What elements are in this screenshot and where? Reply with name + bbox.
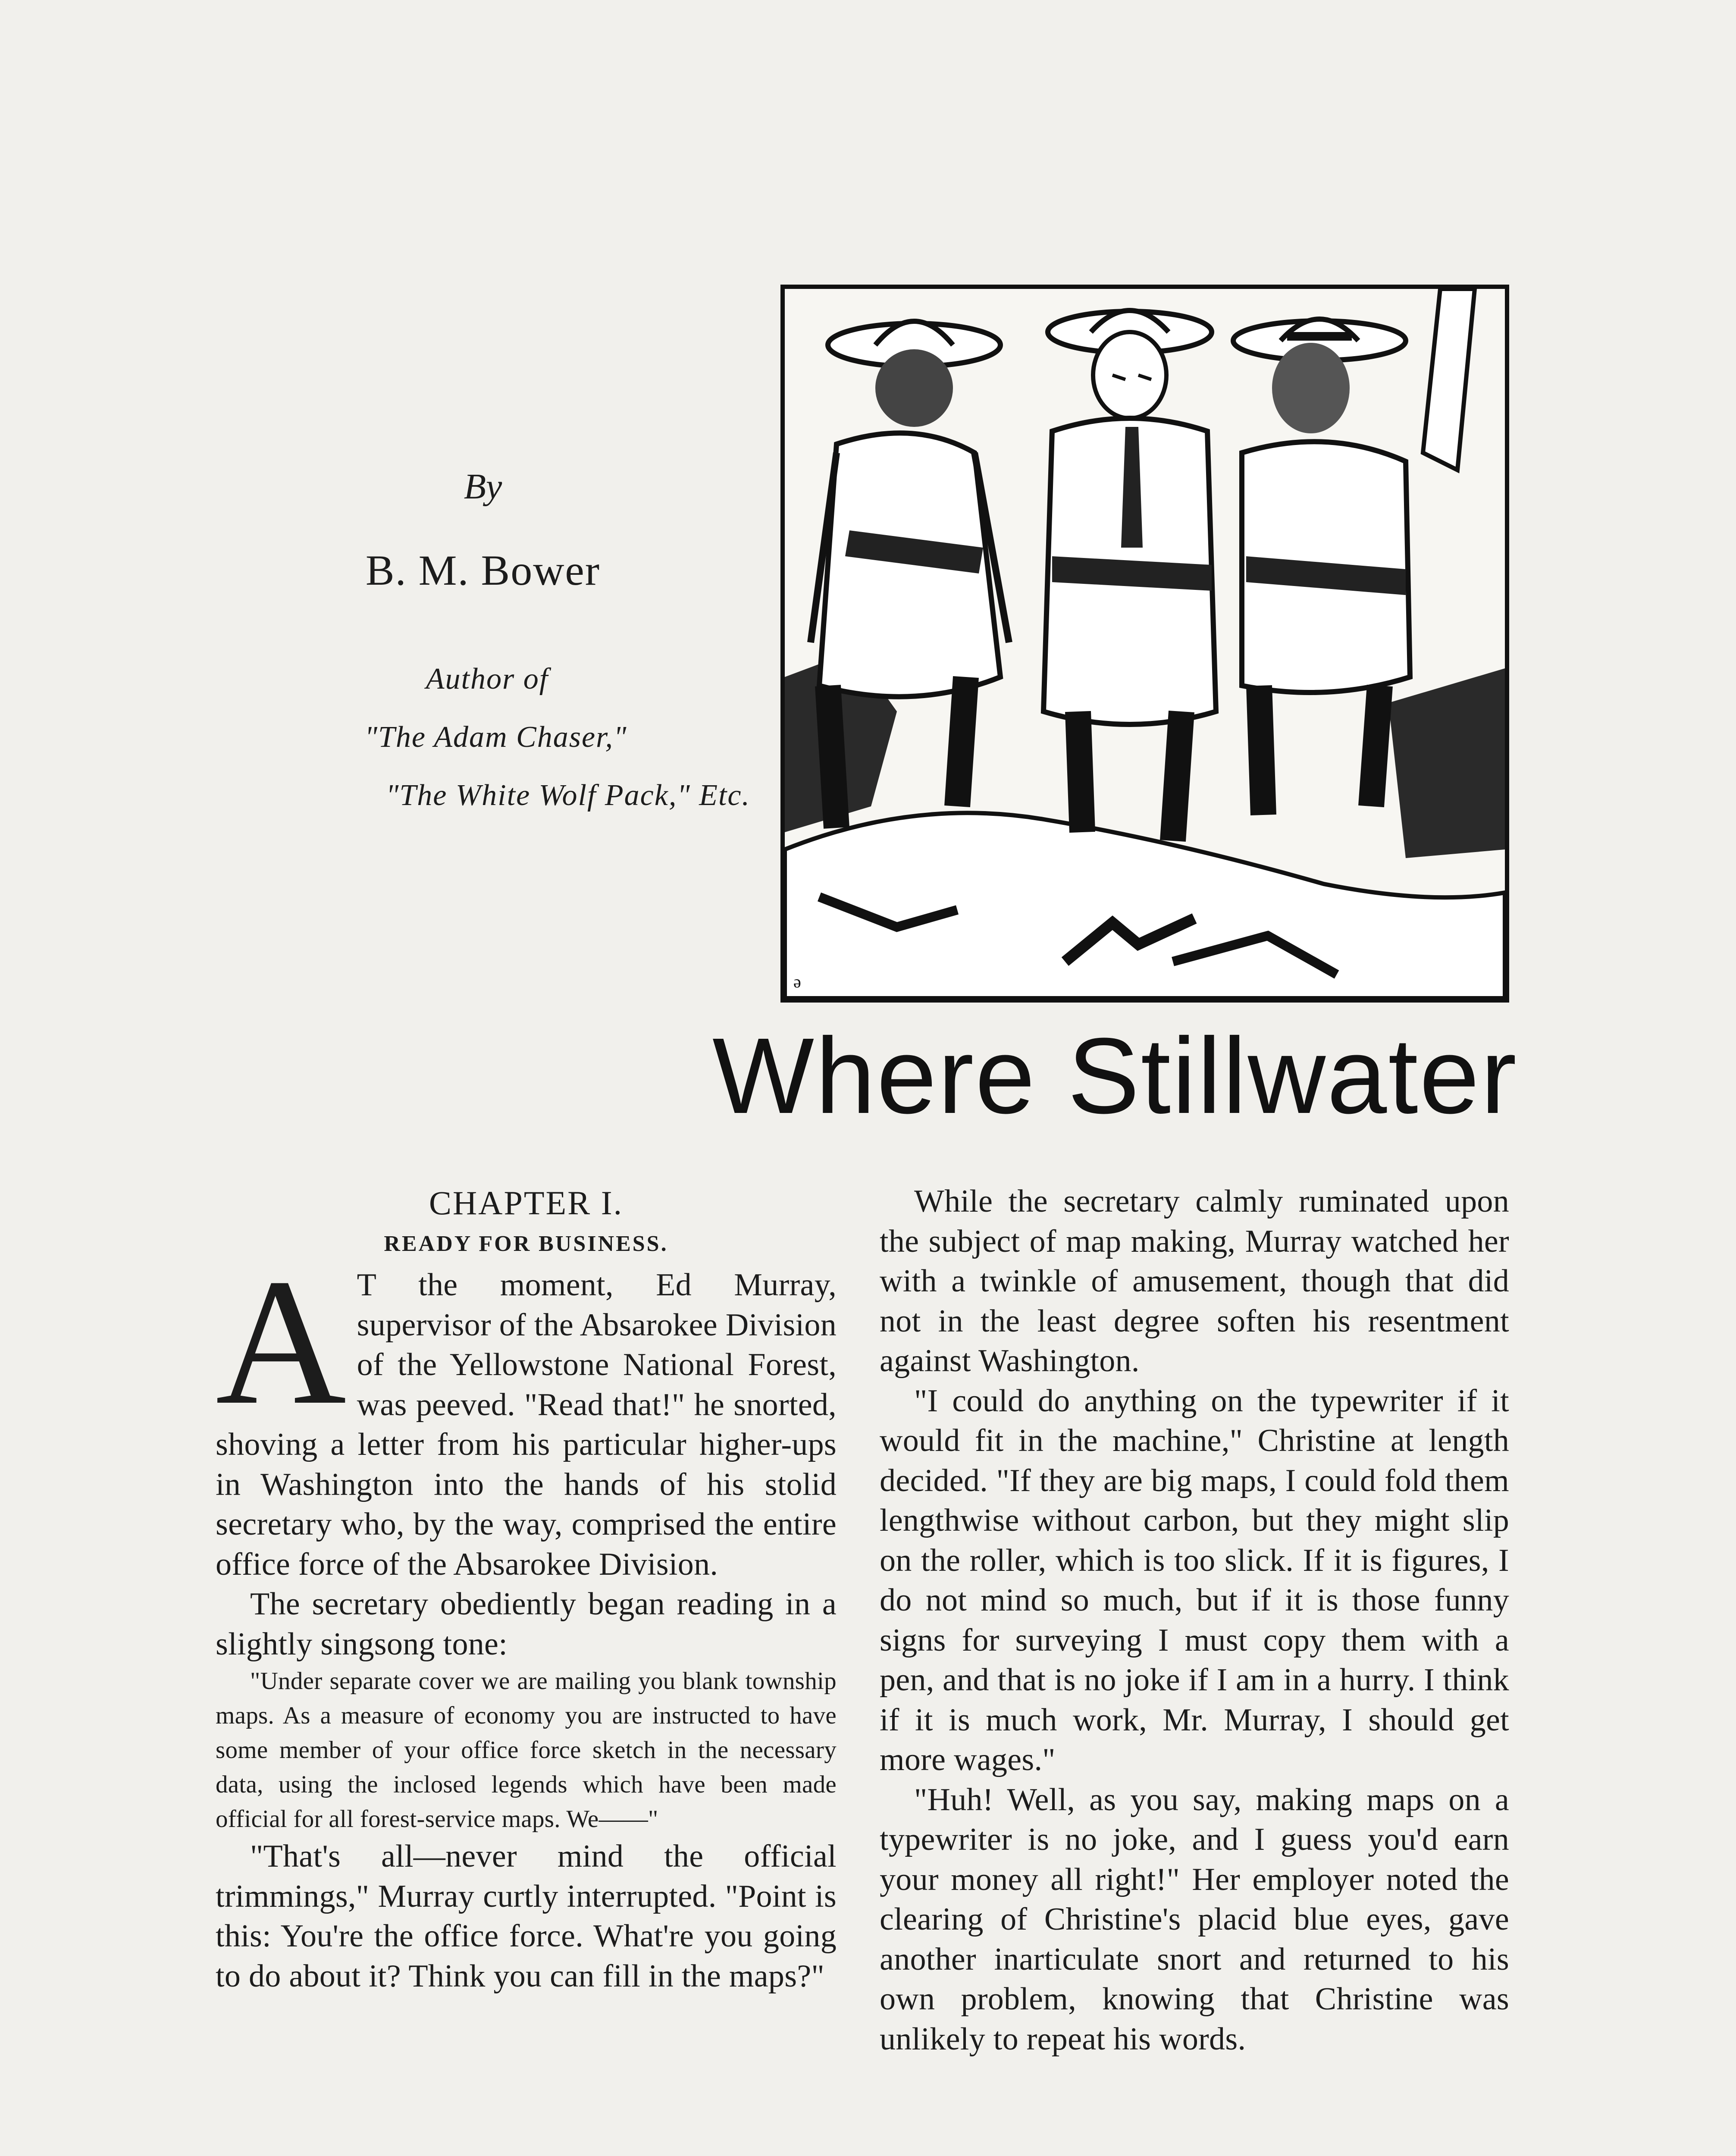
right-paragraph-3: "Huh! Well, as you say, making maps on a typewriter is no joke, and I guess you'd earn your money all right!" Her employer noted the clearing of Christine's placid blue eyes, gave another inarticulate snort and returned to his own problem, knowing that Christine was unlikely to repeat his words. xyxy=(880,1782,1509,2057)
right-column xyxy=(880,1181,1509,2059)
left-column xyxy=(216,1181,837,1996)
byline-work-2: "The White Wolf Pack," Etc. xyxy=(385,779,750,812)
right-paragraph-1: While the secretary calmly ruminated upon the subject of map making, Murray watched her with a twinkle of amusement, though that did not in the least degree soften his resentment against Washington. xyxy=(880,1184,1509,1379)
right-paragraph-2: "I could do anything on the typewriter if it would fit in the machine," Christine at length decided. "If they are big maps, I could fold them lengthwise without carbon, but they might slip on the roller, which is too slick. If it is figures, I do not mind so much, but if it is those funny signs for surveying I must copy them with a pen, and that is no joke if I am in a hurry. I think if it is much work, Mr. Murray, I should get more wages." xyxy=(880,1383,1509,1777)
left-paragraph-1-text: T the moment, Ed Murray, supervisor of the Absarokee Division of the Yellowstone National Forest, was peeved. "Read that!" he snorted, shoving a letter from his particular higher-ups in Washington into the hands of his stolid secretary who, by the way, comprised the entire office force of the Absarokee Division. xyxy=(216,1267,837,1582)
chapter-subheading: READY FOR BUSINESS. xyxy=(384,1232,668,1256)
drop-cap: A xyxy=(216,1241,347,1442)
illustration-three-cowboys xyxy=(785,289,1505,998)
byline-by: By xyxy=(464,467,502,507)
byline-author-name: B. M. Bower xyxy=(365,546,601,594)
illustrator-mark: ə xyxy=(793,972,801,991)
chapter-heading: CHAPTER I. xyxy=(429,1184,624,1222)
left-paragraph-2: The secretary obediently began reading in a slightly singsong tone: xyxy=(216,1586,837,1662)
byline-author-of: Author of xyxy=(426,662,549,696)
letter-quote: "Under separate cover we are mailing you blank township maps. As a measure of economy you are instructed to have some member of your office force sketch in the necessary data, using the inclosed legends which have been made official for all forest-service maps. We——" xyxy=(216,1667,837,1833)
story-title: Where Stillwater xyxy=(712,1015,1518,1136)
left-paragraph-3: "That's all—never mind the official trimmings," Murray curtly interrupted. "Point is this: You're the office force. What're you going to do about it? Think you can fill in the maps?" xyxy=(216,1839,837,1994)
story-illustration xyxy=(780,285,1509,1003)
byline-work-1: "The Adam Chaser," xyxy=(364,721,627,754)
